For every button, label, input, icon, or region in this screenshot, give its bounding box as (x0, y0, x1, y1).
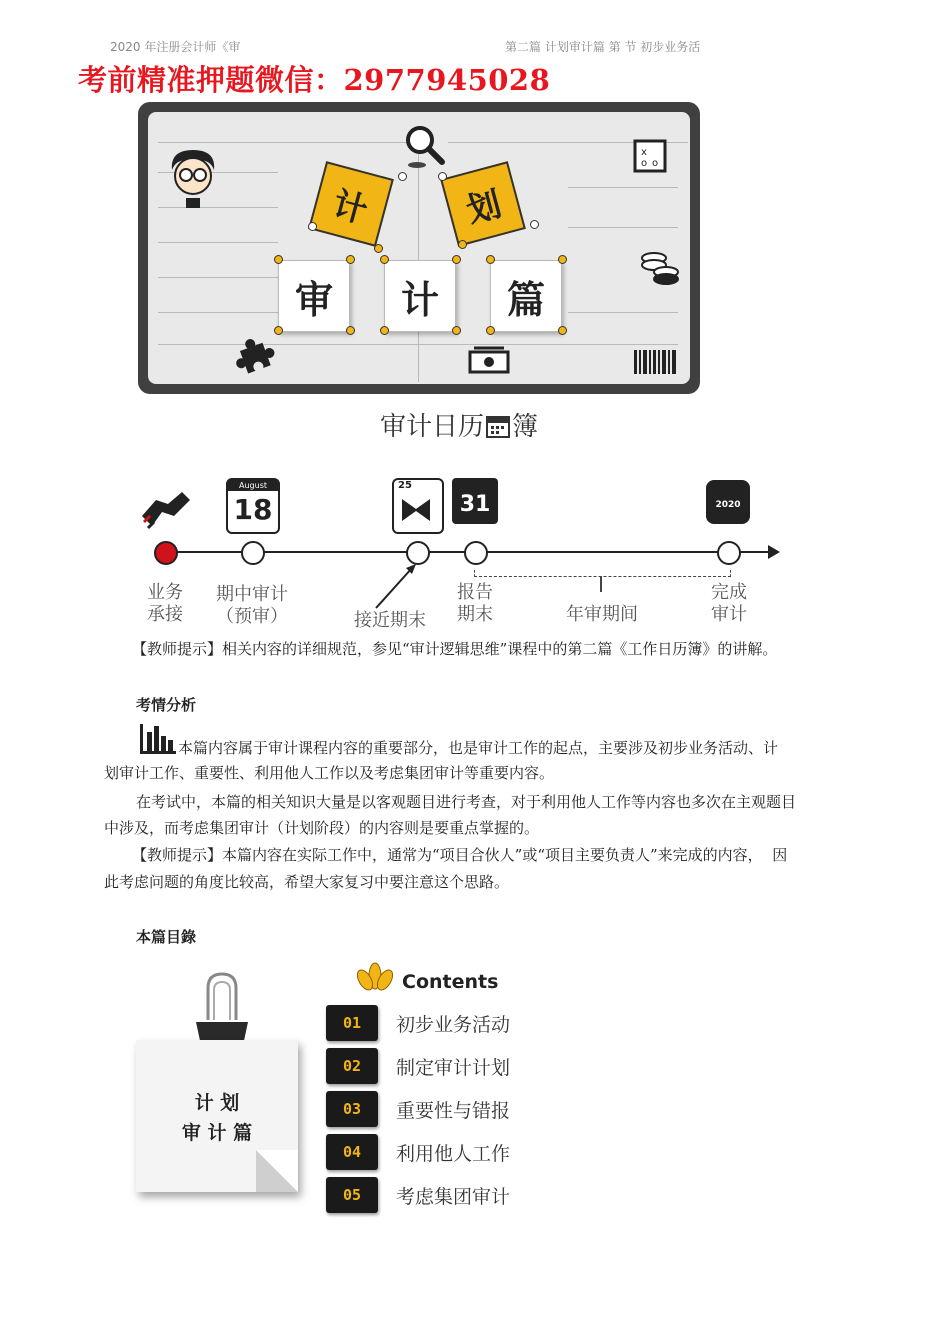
tile-ji-2: 计 (384, 260, 456, 332)
tile-shen: 审 (278, 260, 350, 332)
toc-item[interactable] (326, 1176, 510, 1214)
teacher-tip-1: 【教师提示】相关内容的详细规范，参见“审计逻辑思维”课程中的第二篇《工作日历簿》的讲解。 (132, 640, 778, 658)
analysis-p1-line1: 本篇内容属于审计课程内容的重要部分，也是审计工作的起点，主要涉及初步业务活动、计 (178, 739, 779, 757)
toc-label: 考虑集团审计 (396, 1185, 511, 1208)
calendar2-day: 25 (398, 480, 412, 491)
toc-number: 02 (326, 1048, 378, 1084)
calendar-month: August (228, 480, 278, 491)
handshake-icon (138, 486, 194, 532)
label-report-period-end: 报告 期末 (457, 582, 493, 625)
calendar3-day: 31 (459, 492, 491, 517)
header-right: 第二篇 计划审计篇 第 节 初步业务活 (505, 40, 701, 52)
toc-number: 03 (326, 1091, 378, 1127)
tile-ji: 计 (308, 161, 394, 247)
timeline-arrow (768, 545, 780, 559)
analysis-p3-line2: 此考虑问题的角度比较高，希望大家复习中要注意这个思路。 (104, 873, 510, 891)
svg-text:o: o (652, 158, 659, 169)
toc-item[interactable] (326, 1004, 510, 1042)
toc-item[interactable] (326, 1133, 510, 1171)
analysis-heading: 考情分析 (136, 696, 197, 714)
bar-chart-icon (138, 724, 176, 754)
timeline-point-interim (241, 541, 265, 565)
label-audit-period: 年审期间 (566, 604, 638, 625)
lotus-icon (352, 962, 398, 992)
timeline-point-period-end (464, 541, 488, 565)
header-left: 2020 年注册会计师《审 (110, 40, 241, 52)
toc-item[interactable] (326, 1047, 510, 1085)
timeline-point-complete (717, 541, 741, 565)
analysis-p1-line2: 划审计工作、重要性、利用他人工作以及考虑集团审计等重要内容。 (104, 764, 555, 782)
toc-number: 01 (326, 1005, 378, 1041)
tile-hua: 划 (440, 161, 526, 247)
caption-text-end: 簿 (512, 412, 539, 442)
pointer-arrow (372, 560, 422, 612)
analysis-p2-line2: 中涉及，而考虑集团审计（计划阶段）的内容则是要重点掌握的。 (104, 819, 540, 837)
timeline-point-start (154, 541, 178, 565)
toc-item[interactable] (326, 1090, 510, 1128)
toc-label: 重要性与错报 (396, 1099, 511, 1122)
tile-pian: 篇 (490, 260, 562, 332)
bow-icon (394, 491, 438, 525)
label-engagement: 业务 承接 (147, 582, 183, 625)
calendar-gift-icon (392, 478, 444, 534)
caption-text: 审计日历 (380, 412, 485, 442)
card-line-2: 审 计 篇 (181, 1122, 253, 1144)
toc-label: 制定审计计划 (396, 1056, 511, 1079)
toc-number: 05 (326, 1177, 378, 1213)
calendar-august-icon (226, 478, 280, 534)
calendar-day: 18 (233, 493, 273, 526)
toc-heading: 本篇目錄 (136, 928, 197, 946)
toc-label: 初步业务活动 (396, 1013, 511, 1036)
analysis-p2-line1: 在考试中，本篇的相关知识大量是以客观题目进行考查，对于利用他人工作等内容也多次在主观题目 (136, 793, 797, 811)
audit-timeline (0, 0, 950, 640)
label-interim-audit: 期中审计 （预审） (216, 584, 288, 627)
analysis-p3-line1: 【教师提示】本篇内容在实际工作中，通常为“项目合伙人”或“项目主要负责人”来完成的内容， 因 (132, 846, 788, 864)
card-line-1: 计 划 (194, 1092, 240, 1114)
watermark-text: 考前精准押题微信：2977945028 (78, 63, 551, 97)
svg-text:x: x (641, 147, 647, 158)
label-near-period-end: 接近期末 (354, 610, 426, 631)
toc-label: 利用他人工作 (396, 1142, 511, 1165)
toc-card (136, 1040, 298, 1192)
calendar-31-icon (452, 478, 498, 524)
contents-title: Contents (402, 971, 499, 993)
year-2020-icon (706, 480, 750, 524)
label-complete-audit: 完成 审计 (711, 582, 747, 625)
year-period-bracket (474, 570, 731, 577)
badge-year: 2020 (715, 500, 741, 510)
toc-number: 04 (326, 1134, 378, 1170)
svg-text:o: o (641, 158, 648, 169)
